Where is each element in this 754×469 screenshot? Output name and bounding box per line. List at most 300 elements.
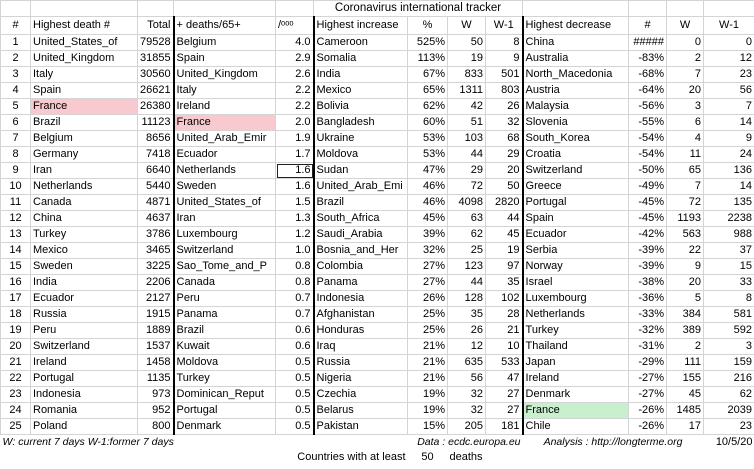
decrease-w1-cell[interactable]: 14: [704, 115, 754, 131]
decrease-w-cell[interactable]: 20: [667, 83, 704, 99]
decrease-pct-cell[interactable]: -42%: [629, 227, 667, 243]
increase-pct-cell[interactable]: 53%: [408, 131, 448, 147]
increase-w1-cell[interactable]: 20: [486, 163, 523, 179]
decrease-pct-cell[interactable]: -64%: [629, 83, 667, 99]
decrease-pct-cell[interactable]: -56%: [629, 99, 667, 115]
increase-country-cell[interactable]: Colombia: [314, 259, 408, 275]
increase-pct-cell[interactable]: 25%: [408, 323, 448, 339]
increase-country-cell[interactable]: Bangladesh: [314, 115, 408, 131]
decrease-w-cell[interactable]: 2: [667, 339, 704, 355]
per-mille-cell[interactable]: 2.2: [276, 83, 314, 99]
decrease-w1-cell[interactable]: 216: [704, 371, 754, 387]
decrease-w-cell[interactable]: 11: [667, 147, 704, 163]
decrease-w1-cell[interactable]: 12: [704, 51, 754, 67]
rank-cell[interactable]: 6: [1, 115, 31, 131]
death-country-cell[interactable]: Spain: [31, 83, 138, 99]
per-mille-cell[interactable]: 1.0: [276, 243, 314, 259]
death-country-cell[interactable]: Brazil: [31, 115, 138, 131]
death-total-cell[interactable]: 11123: [138, 115, 174, 131]
increase-w1-cell[interactable]: 26: [486, 99, 523, 115]
decrease-w-cell[interactable]: 22: [667, 243, 704, 259]
decrease-country-cell[interactable]: South_Korea: [523, 131, 629, 147]
increase-country-cell[interactable]: Bosnia_and_Her: [314, 243, 408, 259]
decrease-w-cell[interactable]: 1193: [667, 211, 704, 227]
rank-cell[interactable]: 17: [1, 291, 31, 307]
increase-w1-cell[interactable]: 97: [486, 259, 523, 275]
per65-country-cell[interactable]: Panama: [174, 307, 276, 323]
increase-pct-cell[interactable]: 46%: [408, 179, 448, 195]
increase-w1-cell[interactable]: 803: [486, 83, 523, 99]
increase-pct-cell[interactable]: 525%: [408, 35, 448, 51]
decrease-w-cell[interactable]: 9: [667, 259, 704, 275]
increase-country-cell[interactable]: India: [314, 67, 408, 83]
per-mille-cell[interactable]: 0.6: [276, 339, 314, 355]
decrease-pct-cell[interactable]: -45%: [629, 211, 667, 227]
decrease-w1-cell[interactable]: 7: [704, 99, 754, 115]
decrease-w-cell[interactable]: 384: [667, 307, 704, 323]
decrease-w1-cell[interactable]: 14: [704, 179, 754, 195]
header-rank[interactable]: #: [1, 17, 31, 35]
increase-pct-cell[interactable]: 53%: [408, 147, 448, 163]
decrease-country-cell[interactable]: Portugal: [523, 195, 629, 211]
increase-w-cell[interactable]: 50: [448, 35, 486, 51]
decrease-pct-cell[interactable]: -39%: [629, 259, 667, 275]
death-total-cell[interactable]: 1889: [138, 323, 174, 339]
rank-cell[interactable]: 3: [1, 67, 31, 83]
rank-cell[interactable]: 16: [1, 275, 31, 291]
increase-w1-cell[interactable]: 102: [486, 291, 523, 307]
per65-country-cell[interactable]: Luxembourg: [174, 227, 276, 243]
per65-country-cell[interactable]: Moldova: [174, 355, 276, 371]
decrease-pct-cell[interactable]: -54%: [629, 147, 667, 163]
per-mille-cell[interactable]: 0.5: [276, 403, 314, 419]
rank-cell[interactable]: 5: [1, 99, 31, 115]
increase-w-cell[interactable]: 123: [448, 259, 486, 275]
decrease-country-cell[interactable]: Serbia: [523, 243, 629, 259]
decrease-w-cell[interactable]: 0: [667, 35, 704, 51]
per65-country-cell[interactable]: Dominican_Reput: [174, 387, 276, 403]
header-increase-w1[interactable]: W-1: [486, 17, 523, 35]
decrease-w1-cell[interactable]: 8: [704, 291, 754, 307]
decrease-country-cell[interactable]: Denmark: [523, 387, 629, 403]
decrease-pct-cell[interactable]: -49%: [629, 179, 667, 195]
death-country-cell[interactable]: United_Kingdom: [31, 51, 138, 67]
increase-w1-cell[interactable]: 44: [486, 211, 523, 227]
increase-country-cell[interactable]: Mexico: [314, 83, 408, 99]
increase-country-cell[interactable]: Somalia: [314, 51, 408, 67]
decrease-pct-cell[interactable]: -36%: [629, 291, 667, 307]
death-total-cell[interactable]: 26380: [138, 99, 174, 115]
increase-country-cell[interactable]: Panama: [314, 275, 408, 291]
increase-w1-cell[interactable]: 47: [486, 371, 523, 387]
decrease-pct-cell[interactable]: -32%: [629, 323, 667, 339]
death-country-cell[interactable]: Portugal: [31, 371, 138, 387]
decrease-w-cell[interactable]: 7: [667, 67, 704, 83]
death-total-cell[interactable]: 4871: [138, 195, 174, 211]
increase-pct-cell[interactable]: 21%: [408, 339, 448, 355]
per65-country-cell[interactable]: Ecuador: [174, 147, 276, 163]
increase-w-cell[interactable]: 35: [448, 307, 486, 323]
increase-country-cell[interactable]: Saudi_Arabia: [314, 227, 408, 243]
decrease-w1-cell[interactable]: 581: [704, 307, 754, 323]
increase-w1-cell[interactable]: 181: [486, 419, 523, 435]
decrease-country-cell[interactable]: Norway: [523, 259, 629, 275]
decrease-pct-cell[interactable]: -83%: [629, 51, 667, 67]
header-increase-pct[interactable]: %: [408, 17, 448, 35]
decrease-pct-cell[interactable]: -54%: [629, 131, 667, 147]
death-country-cell[interactable]: Belgium: [31, 131, 138, 147]
death-total-cell[interactable]: 800: [138, 419, 174, 435]
decrease-pct-cell[interactable]: -39%: [629, 243, 667, 259]
increase-pct-cell[interactable]: 46%: [408, 195, 448, 211]
rank-cell[interactable]: 14: [1, 243, 31, 259]
increase-w1-cell[interactable]: 27: [486, 403, 523, 419]
decrease-country-cell[interactable]: Turkey: [523, 323, 629, 339]
header-decrease-country[interactable]: Highest decrease: [523, 17, 629, 35]
increase-w-cell[interactable]: 44: [448, 275, 486, 291]
increase-country-cell[interactable]: Russia: [314, 355, 408, 371]
rank-cell[interactable]: 22: [1, 371, 31, 387]
per-mille-cell[interactable]: 1.6: [276, 163, 314, 179]
per-mille-cell[interactable]: 0.7: [276, 307, 314, 323]
header-per-mille[interactable]: /ᵒᵒᵒ: [276, 17, 314, 35]
decrease-country-cell[interactable]: Ireland: [523, 371, 629, 387]
increase-w-cell[interactable]: 128: [448, 291, 486, 307]
increase-w-cell[interactable]: 32: [448, 387, 486, 403]
per-mille-cell[interactable]: 2.6: [276, 67, 314, 83]
decrease-w-cell[interactable]: 563: [667, 227, 704, 243]
per-mille-cell[interactable]: 0.8: [276, 275, 314, 291]
decrease-w1-cell[interactable]: 2039: [704, 403, 754, 419]
rank-cell[interactable]: 21: [1, 355, 31, 371]
decrease-country-cell[interactable]: Malaysia: [523, 99, 629, 115]
rank-cell[interactable]: 9: [1, 163, 31, 179]
rank-cell[interactable]: 19: [1, 323, 31, 339]
decrease-pct-cell[interactable]: -26%: [629, 419, 667, 435]
increase-pct-cell[interactable]: 65%: [408, 83, 448, 99]
increase-w-cell[interactable]: 29: [448, 163, 486, 179]
rank-cell[interactable]: 23: [1, 387, 31, 403]
rank-cell[interactable]: 24: [1, 403, 31, 419]
rank-cell[interactable]: 7: [1, 131, 31, 147]
tracker-title[interactable]: Coronavirus international tracker: [314, 1, 523, 17]
increase-pct-cell[interactable]: 60%: [408, 115, 448, 131]
increase-pct-cell[interactable]: 26%: [408, 291, 448, 307]
death-total-cell[interactable]: 7418: [138, 147, 174, 163]
decrease-country-cell[interactable]: Slovenia: [523, 115, 629, 131]
death-total-cell[interactable]: 5440: [138, 179, 174, 195]
death-country-cell[interactable]: Canada: [31, 195, 138, 211]
death-total-cell[interactable]: 3465: [138, 243, 174, 259]
decrease-country-cell[interactable]: North_Macedonia: [523, 67, 629, 83]
decrease-w-cell[interactable]: 72: [667, 195, 704, 211]
increase-w1-cell[interactable]: 501: [486, 67, 523, 83]
decrease-w-cell[interactable]: 1485: [667, 403, 704, 419]
decrease-w-cell[interactable]: 7: [667, 179, 704, 195]
increase-w-cell[interactable]: 56: [448, 371, 486, 387]
increase-w-cell[interactable]: 205: [448, 419, 486, 435]
per-mille-cell[interactable]: 4.0: [276, 35, 314, 51]
increase-pct-cell[interactable]: 27%: [408, 275, 448, 291]
per65-country-cell[interactable]: France: [174, 115, 276, 131]
rank-cell[interactable]: 18: [1, 307, 31, 323]
death-country-cell[interactable]: Russia: [31, 307, 138, 323]
increase-w-cell[interactable]: 4098: [448, 195, 486, 211]
header-per65-country[interactable]: + deaths/65+: [174, 17, 276, 35]
per65-country-cell[interactable]: Peru: [174, 291, 276, 307]
increase-w-cell[interactable]: 103: [448, 131, 486, 147]
per65-country-cell[interactable]: Ireland: [174, 99, 276, 115]
per-mille-cell[interactable]: 0.5: [276, 419, 314, 435]
decrease-w1-cell[interactable]: 24: [704, 147, 754, 163]
death-country-cell[interactable]: Germany: [31, 147, 138, 163]
increase-pct-cell[interactable]: 19%: [408, 387, 448, 403]
decrease-w1-cell[interactable]: 135: [704, 195, 754, 211]
decrease-pct-cell[interactable]: -31%: [629, 339, 667, 355]
death-total-cell[interactable]: 2206: [138, 275, 174, 291]
per65-country-cell[interactable]: Spain: [174, 51, 276, 67]
footer-data-source[interactable]: Data : ecdc.europa.eu: [417, 436, 521, 448]
decrease-country-cell[interactable]: China: [523, 35, 629, 51]
decrease-country-cell[interactable]: Japan: [523, 355, 629, 371]
per-mille-cell[interactable]: 0.5: [276, 355, 314, 371]
header-increase-country[interactable]: Highest increase: [314, 17, 408, 35]
increase-pct-cell[interactable]: 47%: [408, 163, 448, 179]
per65-country-cell[interactable]: United_States_of: [174, 195, 276, 211]
increase-w1-cell[interactable]: 10: [486, 339, 523, 355]
decrease-pct-cell[interactable]: -45%: [629, 195, 667, 211]
per-mille-cell[interactable]: 1.6: [276, 179, 314, 195]
decrease-pct-cell[interactable]: -29%: [629, 355, 667, 371]
increase-country-cell[interactable]: Iraq: [314, 339, 408, 355]
decrease-w1-cell[interactable]: 37: [704, 243, 754, 259]
increase-country-cell[interactable]: Afghanistan: [314, 307, 408, 323]
increase-country-cell[interactable]: Nigeria: [314, 371, 408, 387]
increase-w1-cell[interactable]: 533: [486, 355, 523, 371]
decrease-w1-cell[interactable]: 3: [704, 339, 754, 355]
increase-pct-cell[interactable]: 45%: [408, 211, 448, 227]
rank-cell[interactable]: 20: [1, 339, 31, 355]
death-total-cell[interactable]: 4637: [138, 211, 174, 227]
rank-cell[interactable]: 11: [1, 195, 31, 211]
per65-country-cell[interactable]: Brazil: [174, 323, 276, 339]
decrease-country-cell[interactable]: Spain: [523, 211, 629, 227]
increase-country-cell[interactable]: United_Arab_Emi: [314, 179, 408, 195]
per65-country-cell[interactable]: Turkey: [174, 371, 276, 387]
increase-pct-cell[interactable]: 32%: [408, 243, 448, 259]
header-increase-w[interactable]: W: [448, 17, 486, 35]
per65-country-cell[interactable]: Netherlands: [174, 163, 276, 179]
decrease-pct-cell[interactable]: -38%: [629, 275, 667, 291]
death-total-cell[interactable]: 3786: [138, 227, 174, 243]
per65-country-cell[interactable]: Portugal: [174, 403, 276, 419]
decrease-country-cell[interactable]: Israel: [523, 275, 629, 291]
per-mille-cell[interactable]: 0.7: [276, 291, 314, 307]
death-country-cell[interactable]: China: [31, 211, 138, 227]
death-country-cell[interactable]: India: [31, 275, 138, 291]
rank-cell[interactable]: 15: [1, 259, 31, 275]
decrease-country-cell[interactable]: Thailand: [523, 339, 629, 355]
increase-country-cell[interactable]: Belarus: [314, 403, 408, 419]
decrease-country-cell[interactable]: France: [523, 403, 629, 419]
per-mille-cell[interactable]: 0.6: [276, 323, 314, 339]
decrease-w1-cell[interactable]: 62: [704, 387, 754, 403]
per65-country-cell[interactable]: Iran: [174, 211, 276, 227]
decrease-pct-cell[interactable]: -50%: [629, 163, 667, 179]
increase-country-cell[interactable]: Brazil: [314, 195, 408, 211]
increase-w1-cell[interactable]: 21: [486, 323, 523, 339]
per65-country-cell[interactable]: Sweden: [174, 179, 276, 195]
decrease-w1-cell[interactable]: 0: [704, 35, 754, 51]
decrease-country-cell[interactable]: Luxembourg: [523, 291, 629, 307]
decrease-w1-cell[interactable]: 9: [704, 131, 754, 147]
increase-w1-cell[interactable]: 50: [486, 179, 523, 195]
per-mille-cell[interactable]: 0.8: [276, 259, 314, 275]
decrease-country-cell[interactable]: Australia: [523, 51, 629, 67]
death-country-cell[interactable]: United_States_of: [31, 35, 138, 51]
increase-w1-cell[interactable]: 45: [486, 227, 523, 243]
per-mille-cell[interactable]: 1.7: [276, 147, 314, 163]
increase-w-cell[interactable]: 63: [448, 211, 486, 227]
increase-w1-cell[interactable]: 35: [486, 275, 523, 291]
increase-country-cell[interactable]: Czechia: [314, 387, 408, 403]
decrease-w-cell[interactable]: 2: [667, 51, 704, 67]
rank-cell[interactable]: 12: [1, 211, 31, 227]
decrease-w1-cell[interactable]: 136: [704, 163, 754, 179]
increase-w1-cell[interactable]: 19: [486, 243, 523, 259]
increase-country-cell[interactable]: Cameroon: [314, 35, 408, 51]
increase-w-cell[interactable]: 26: [448, 323, 486, 339]
decrease-w-cell[interactable]: 45: [667, 387, 704, 403]
per65-country-cell[interactable]: United_Kingdom: [174, 67, 276, 83]
increase-pct-cell[interactable]: 27%: [408, 259, 448, 275]
rank-cell[interactable]: 1: [1, 35, 31, 51]
decrease-w1-cell[interactable]: 988: [704, 227, 754, 243]
death-country-cell[interactable]: Indonesia: [31, 387, 138, 403]
decrease-w-cell[interactable]: 65: [667, 163, 704, 179]
death-country-cell[interactable]: Switzerland: [31, 339, 138, 355]
increase-w-cell[interactable]: 42: [448, 99, 486, 115]
increase-country-cell[interactable]: Bolivia: [314, 99, 408, 115]
decrease-pct-cell[interactable]: -55%: [629, 115, 667, 131]
decrease-w1-cell[interactable]: 33: [704, 275, 754, 291]
decrease-country-cell[interactable]: Austria: [523, 83, 629, 99]
increase-w-cell[interactable]: 51: [448, 115, 486, 131]
footer-date[interactable]: 10/5/20: [715, 436, 753, 448]
decrease-w1-cell[interactable]: 2238: [704, 211, 754, 227]
death-country-cell[interactable]: Iran: [31, 163, 138, 179]
death-total-cell[interactable]: 79528: [138, 35, 174, 51]
per65-country-cell[interactable]: Italy: [174, 83, 276, 99]
threshold-value[interactable]: 50: [421, 451, 434, 463]
increase-country-cell[interactable]: Sudan: [314, 163, 408, 179]
increase-w-cell[interactable]: 19: [448, 51, 486, 67]
increase-w-cell[interactable]: 1311: [448, 83, 486, 99]
decrease-pct-cell[interactable]: -33%: [629, 307, 667, 323]
increase-country-cell[interactable]: South_Africa: [314, 211, 408, 227]
per-mille-cell[interactable]: 2.0: [276, 115, 314, 131]
increase-pct-cell[interactable]: 21%: [408, 355, 448, 371]
rank-cell[interactable]: 2: [1, 51, 31, 67]
per65-country-cell[interactable]: United_Arab_Emir: [174, 131, 276, 147]
death-country-cell[interactable]: Turkey: [31, 227, 138, 243]
increase-pct-cell[interactable]: 21%: [408, 371, 448, 387]
decrease-w-cell[interactable]: 111: [667, 355, 704, 371]
death-total-cell[interactable]: 30560: [138, 67, 174, 83]
increase-w1-cell[interactable]: 68: [486, 131, 523, 147]
decrease-pct-cell[interactable]: -27%: [629, 371, 667, 387]
decrease-w-cell[interactable]: 3: [667, 99, 704, 115]
death-total-cell[interactable]: 31855: [138, 51, 174, 67]
increase-w-cell[interactable]: 32: [448, 403, 486, 419]
increase-country-cell[interactable]: Ukraine: [314, 131, 408, 147]
increase-w-cell[interactable]: 12: [448, 339, 486, 355]
increase-w1-cell[interactable]: 8: [486, 35, 523, 51]
decrease-w-cell[interactable]: 5: [667, 291, 704, 307]
increase-pct-cell[interactable]: 25%: [408, 307, 448, 323]
increase-country-cell[interactable]: Pakistan: [314, 419, 408, 435]
per-mille-cell[interactable]: 1.2: [276, 227, 314, 243]
death-country-cell[interactable]: Netherlands: [31, 179, 138, 195]
increase-w1-cell[interactable]: 9: [486, 51, 523, 67]
header-decrease-w[interactable]: W: [667, 17, 704, 35]
increase-pct-cell[interactable]: 113%: [408, 51, 448, 67]
increase-w-cell[interactable]: 25: [448, 243, 486, 259]
rank-cell[interactable]: 4: [1, 83, 31, 99]
death-total-cell[interactable]: 6640: [138, 163, 174, 179]
increase-w-cell[interactable]: 72: [448, 179, 486, 195]
increase-w-cell[interactable]: 635: [448, 355, 486, 371]
decrease-w1-cell[interactable]: 15: [704, 259, 754, 275]
increase-w-cell[interactable]: 833: [448, 67, 486, 83]
increase-w1-cell[interactable]: 27: [486, 387, 523, 403]
per65-country-cell[interactable]: Denmark: [174, 419, 276, 435]
per-mille-cell[interactable]: 2.2: [276, 99, 314, 115]
footer-analysis[interactable]: Analysis : http://longterme.org: [543, 436, 683, 448]
decrease-w1-cell[interactable]: 23: [704, 67, 754, 83]
decrease-w1-cell[interactable]: 23: [704, 419, 754, 435]
increase-pct-cell[interactable]: 67%: [408, 67, 448, 83]
footer-legend[interactable]: W: current 7 days W-1:former 7 days: [2, 436, 174, 448]
per-mille-cell[interactable]: 0.5: [276, 371, 314, 387]
death-country-cell[interactable]: Romania: [31, 403, 138, 419]
death-total-cell[interactable]: 1537: [138, 339, 174, 355]
decrease-pct-cell[interactable]: -26%: [629, 403, 667, 419]
death-country-cell[interactable]: Mexico: [31, 243, 138, 259]
death-total-cell[interactable]: 3225: [138, 259, 174, 275]
header-death-country[interactable]: Highest death #: [31, 17, 138, 35]
header-total[interactable]: Total: [138, 17, 174, 35]
death-country-cell[interactable]: Sweden: [31, 259, 138, 275]
per65-country-cell[interactable]: Sao_Tome_and_P: [174, 259, 276, 275]
increase-w1-cell[interactable]: 2820: [486, 195, 523, 211]
decrease-w1-cell[interactable]: 592: [704, 323, 754, 339]
per65-country-cell[interactable]: Belgium: [174, 35, 276, 51]
decrease-country-cell[interactable]: Switzerland: [523, 163, 629, 179]
per-mille-cell[interactable]: 1.3: [276, 211, 314, 227]
death-country-cell[interactable]: Peru: [31, 323, 138, 339]
decrease-country-cell[interactable]: Ecuador: [523, 227, 629, 243]
per-mille-cell[interactable]: 2.9: [276, 51, 314, 67]
death-total-cell[interactable]: 952: [138, 403, 174, 419]
decrease-country-cell[interactable]: Netherlands: [523, 307, 629, 323]
increase-pct-cell[interactable]: 39%: [408, 227, 448, 243]
rank-cell[interactable]: 10: [1, 179, 31, 195]
death-country-cell[interactable]: France: [31, 99, 138, 115]
decrease-w-cell[interactable]: 17: [667, 419, 704, 435]
death-country-cell[interactable]: Italy: [31, 67, 138, 83]
decrease-pct-cell[interactable]: -68%: [629, 67, 667, 83]
